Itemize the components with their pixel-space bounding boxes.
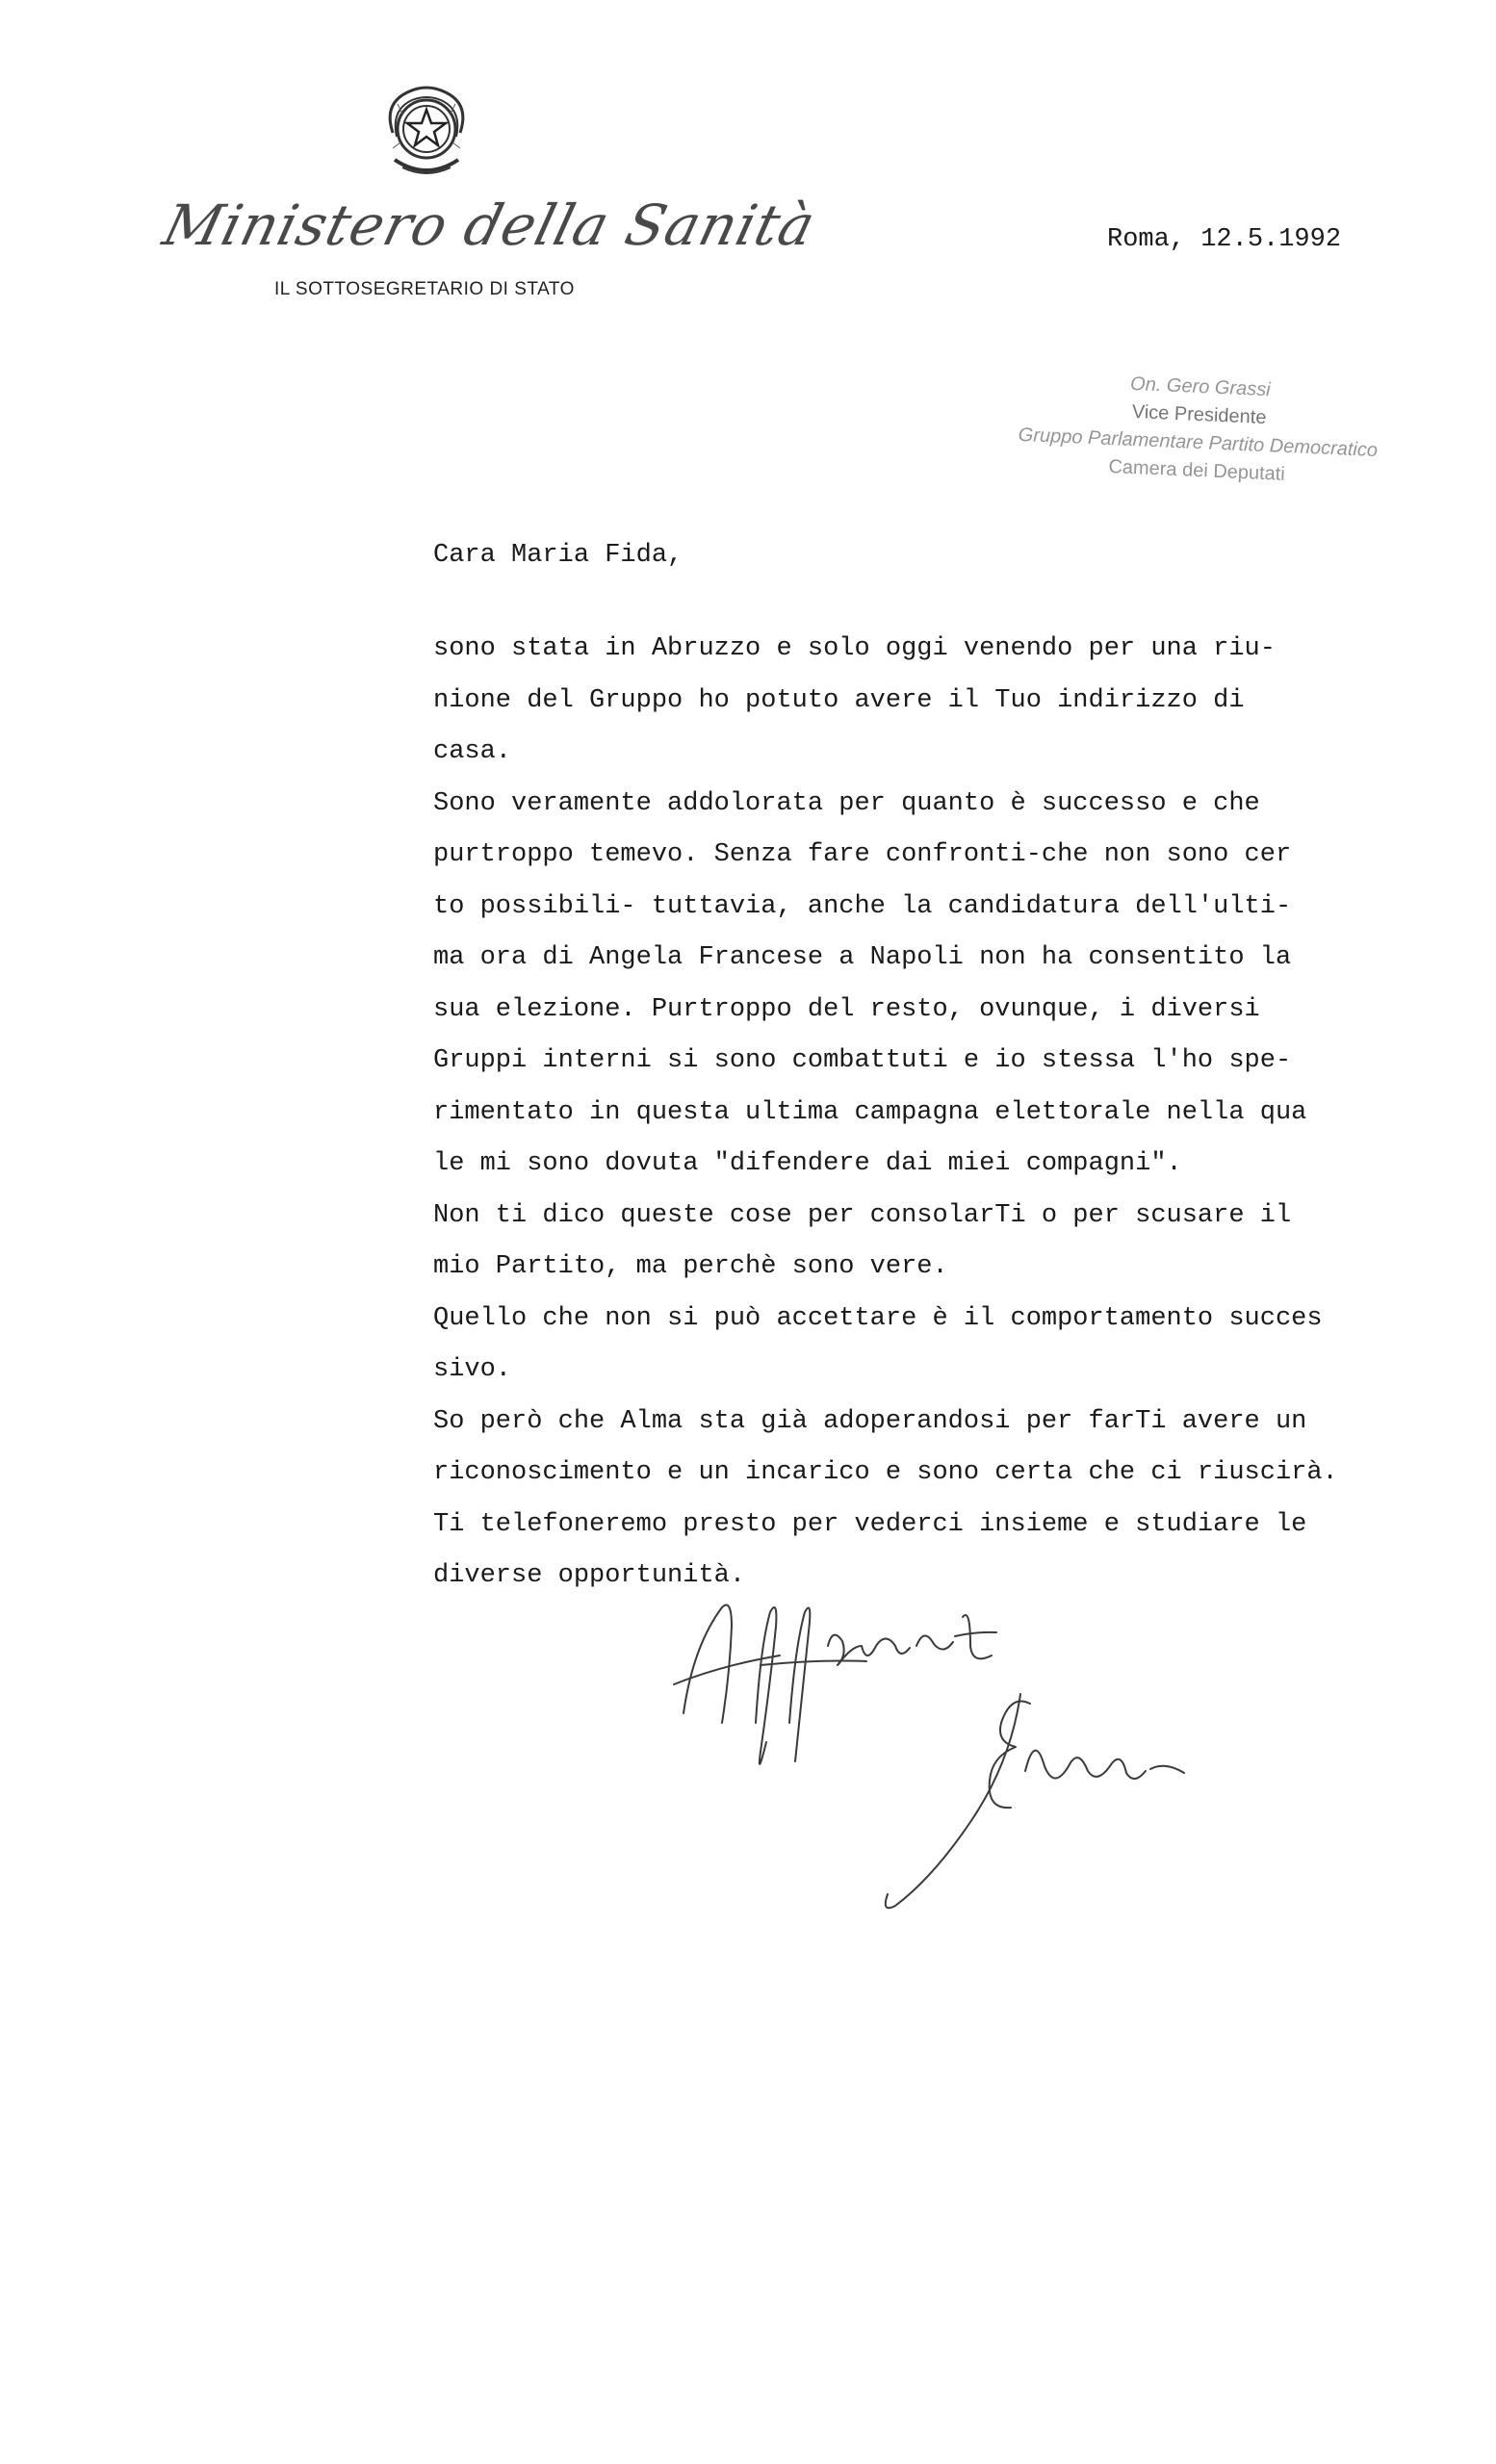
letter-body [433,624,1473,1603]
body-line: Sono veramente addolorata per quanto è successo e che [433,788,1260,818]
body-line: Quello che non si può accettare è il comportamento succes [433,1303,1323,1333]
body-line: sono stata in Abruzzo e solo oggi venendo per una riu- [433,634,1276,663]
body-line: So però che Alma sta già adoperandosi per farTi avere un [433,1406,1307,1436]
body-line: nione del Gruppo ho potuto avere il Tuo indirizzo di [433,685,1245,715]
body-line: sua elezione. Purtroppo del resto, ovunque, i diversi [433,994,1260,1024]
letterhead-subtitle: IL SOTTOSEGRETARIO DI STATO [274,279,575,299]
italian-republic-emblem-icon [374,75,479,183]
body-line: ma ora di Angela Francese a Napoli non ha consentito la [433,943,1292,972]
deputy-stamp [990,365,1408,495]
body-line: purtroppo temevo. Senza fare confronti-che non sono cer [433,840,1292,869]
ministry-logo: Ministero della Sanità [157,192,822,258]
stamp-group: Gruppo Parlamentare Partito Democratico [1018,424,1379,462]
handwritten-signature [664,1588,1223,1915]
salutation: Cara Maria Fida, [433,541,684,570]
body-line: Non ti dico queste cose per consolarTi o per scusare il [433,1200,1292,1230]
letter-date: Roma, 12.5.1992 [1107,225,1342,254]
stamp-role: Vice Presidente [1131,400,1267,429]
stamp-chamber: Camera dei Deputati [1108,455,1286,485]
body-line: Gruppi interni si sono combattuti e io stessa l'ho spe- [433,1046,1292,1075]
body-line: rimentato in questa ultima campagna elettorale nella qua [433,1097,1307,1127]
stamp-name: On. Gero Grassi [1129,372,1272,401]
body-line: casa. [433,737,512,766]
body-line: mio Partito, ma perchè sono vere. [433,1252,948,1281]
body-line: diverse opportunità. [433,1561,746,1590]
body-line: Ti telefoneremo presto per vederci insieme e studiare le [433,1509,1307,1539]
body-line: sivo. [433,1355,512,1384]
body-line: riconoscimento e un incarico e sono certa che ci riuscirà. [433,1458,1338,1487]
body-line: le mi sono dovuta "difendere dai miei compagni". [433,1149,1182,1178]
body-line: to possibili- tuttavia, anche la candidatura dell'ulti- [433,891,1292,921]
